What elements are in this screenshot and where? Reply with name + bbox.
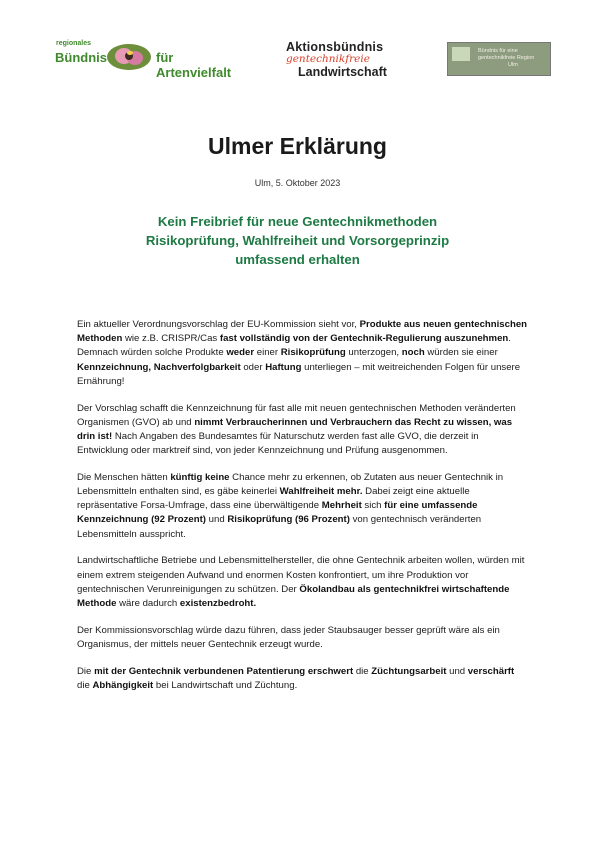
logo-aktionsbuendnis-text: Aktionsbündnis [286, 40, 384, 54]
document-date: Ulm, 5. Oktober 2023 [254, 178, 341, 188]
logo-buendnis-text: Bündnis [55, 50, 107, 65]
bold-text: mit der Gentechnik verbundenen Patentierung erschwert [94, 665, 354, 677]
text-run: wie z.B. CRISPR/Cas [122, 333, 220, 345]
text-run: Ein aktueller Verordnungsvorschlag der EU-Kommission sieht vor, [77, 319, 360, 330]
bold-text: Risikoprüfung [280, 347, 346, 359]
text-run: Die [77, 665, 95, 677]
bold-text: Haftung [265, 361, 302, 373]
paragraph-4 [77, 554, 529, 611]
text-run: unterliegen – mit weitreichenden Folgen für unsere Ernährung! [77, 361, 521, 387]
text-run: von gentechnisch veränderten Lebensmitteln ausspricht. [77, 514, 482, 540]
bold-text: weder [226, 347, 255, 359]
text-run: Landwirtschaftliche Betriebe und Lebensmittelhersteller, die ohne Gentechnik arbeiten wollen, würden mit einem extrem steigenden Aufwand und enormen Kosten konfrontiert, um ihre Produktion vor gentechnischen Verunreinigungen zu schützen. Der [77, 555, 525, 595]
bold-text: verschärft [467, 665, 515, 677]
text-run: würden sie einer [424, 347, 498, 359]
bold-text: nimmt Verbraucherinnen und Verbrauchern das Recht zu wissen, was drin ist! [77, 416, 513, 442]
text-run: bei Landwirtschaft und Züchtung. [153, 679, 298, 691]
text-run: Nach Angaben des Bundesamtes für Naturschutz werden fast alle GVO, die derzeit in Entwicklung oder marktreif sind, von jeder Kennzeichnung und Prüfung ausgenommen. [77, 430, 479, 457]
text-run: die [77, 679, 93, 691]
logo-regionales-text: regionales [56, 40, 92, 47]
logo-gentechnikfreie-text: gentechnikfreie [286, 53, 370, 65]
flower-bee-icon [104, 42, 154, 72]
subtitle-line-1: Kein Freibrief für neue Gentechnikmethoden [157, 214, 438, 229]
logo3-line2: gentechnikfreie Region [478, 55, 535, 61]
bold-text: Produkte aus neuen gentechnischen Methoden [77, 319, 528, 345]
paragraph-1 [77, 318, 529, 389]
logo-aktionsbuendnis [286, 40, 416, 80]
subtitle-line-3: umfassend erhalten [235, 252, 360, 267]
logo-artenvielfalt-text: für Artenvielfalt [156, 50, 232, 80]
logo-buendnis-artenvielfalt [52, 40, 247, 80]
bold-text: Wahlfreiheit mehr. [279, 486, 363, 498]
logo-buendnis-gentechnikfreie-region [447, 42, 551, 76]
text-run: die [353, 665, 372, 677]
bold-text: für eine umfassende Kennzeichnung (92 Prozent) [77, 500, 478, 526]
logo3-line3: Ulm [508, 62, 518, 68]
bold-text: noch [401, 347, 425, 359]
paragraph-2 [77, 402, 529, 459]
paragraph-6 [77, 665, 529, 693]
bold-text: Abhängigkeit [92, 679, 154, 691]
paragraph-3 [77, 471, 529, 542]
text-run: Die Menschen hätten [77, 471, 171, 483]
body-text [77, 318, 529, 705]
logo3-line1: Bündnis für eine [478, 48, 518, 54]
bold-text: fast vollständig von der Gentechnik-Regulierung auszunehmen [219, 333, 509, 345]
text-run: wäre dadurch [116, 597, 180, 609]
text-run: einer [254, 347, 281, 359]
bold-text: Züchtungsarbeit [371, 665, 447, 677]
text-run: . Demnach würden solche Produkte [77, 333, 511, 359]
text-run: unterzogen, [345, 347, 402, 359]
bold-text: Kennzeichnung, Nachverfolgbarkeit [77, 361, 241, 373]
bold-text: Mehrheit [321, 500, 362, 512]
text-run: Dabei zeigt eine aktuelle repräsentative Forsa-Umfrage, dass eine überwältigende [77, 486, 470, 512]
subtitle [0, 212, 595, 269]
bold-text: künftig keine [170, 471, 230, 483]
text-run: und [446, 665, 468, 677]
text-run: sich [361, 500, 385, 512]
logo-image-patch [452, 47, 470, 61]
page-title: Ulmer Erklärung [208, 133, 387, 159]
text-run: Chance mehr zu erkennen, ob Zutaten aus neuer Gentechnik in Lebensmitteln enthalten sind, es gäbe keinerlei [77, 471, 504, 498]
text-run: Der Kommissionsvorschlag würde dazu führen, dass jeder Staubsauger besser geprüft wäre als ein Organismus, der mittels neuer Gentechnik erzeugt wurde. [77, 624, 500, 650]
text-run: oder [240, 361, 266, 373]
logo-landwirtschaft-text: Landwirtschaft [298, 65, 387, 79]
bold-text: existenzbedroht. [179, 597, 257, 609]
bold-text: Ökolandbau als gentechnikfrei wirtschaftende Methode [77, 583, 510, 609]
bold-text: Risikoprüfung (96 Prozent) [227, 514, 350, 526]
text-run: und [206, 514, 228, 526]
subtitle-line-2: Risikoprüfung, Wahlfreiheit und Vorsorgeprinzip [145, 233, 450, 248]
paragraph-5 [77, 624, 529, 652]
logo-bar [0, 38, 595, 82]
text-run: Der Vorschlag schafft die Kennzeichnung für fast alle mit neuen gentechnischen Methoden veränderten Organismen (GVO) ab und [77, 402, 516, 428]
